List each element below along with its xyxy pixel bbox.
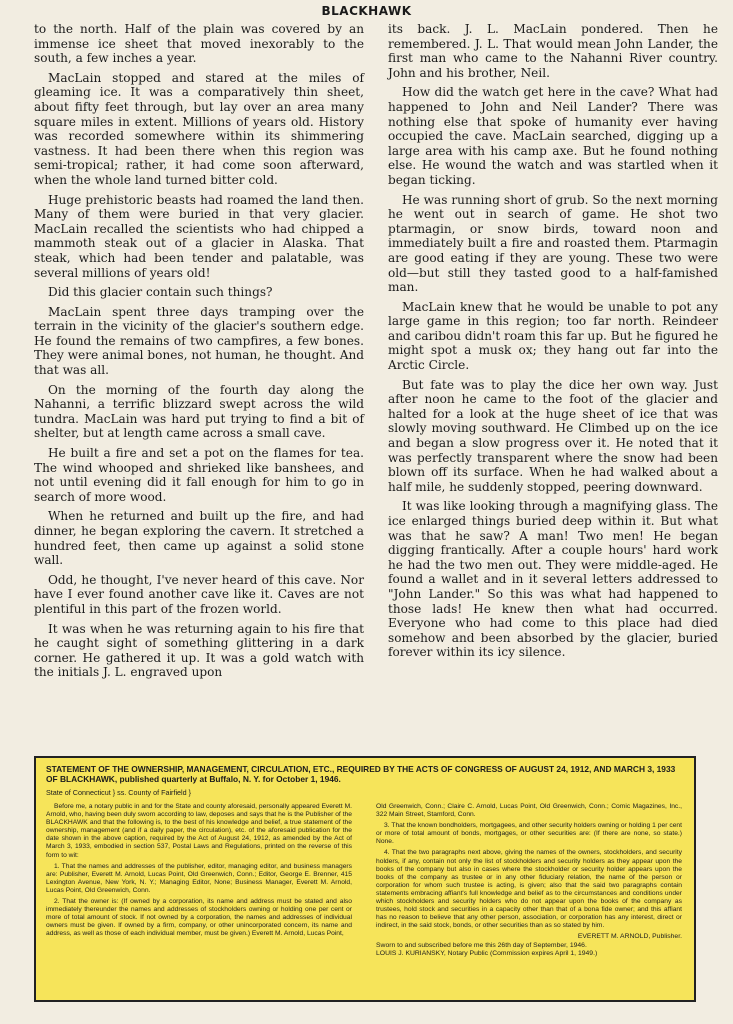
story-paragraph: MacLain knew that he would be unable to pot any large game in this region; too far north. Reindeer and caribou didn't roam this far up. But he figured he might spot a musk ox; they hang out far into the Arctic Circle. (388, 299, 718, 373)
story-left-column (34, 22, 364, 685)
story-paragraph: How did the watch get here in the cave? What had happened to John and Neil Lander? There was nothing else that spoke of humanity ever having occupied the cave. MacLain searched, digging up a large area with his camp axe. But he found nothing else. He wound the watch and was startled when it began ticking. (388, 85, 718, 187)
statement-paragraph: 1. That the names and addresses of the publisher, editor, managing editor, and business managers are: Publisher, Everett M. Arnold, Lucas Point, Old Greenwich, Conn.; Editor, George E. Brenner, 415 Lexington Avenue, New York, N. Y.; Managing Editor, None; Business Manager, Everett M. Arnold, Lucas Point, Old Greenwich, Conn. (46, 862, 352, 894)
story-paragraph: Huge prehistoric beasts had roamed the land then. Many of them were buried in that very glacier. MacLain recalled the scientists who had chipped a mammoth steak out of a glacier in Alaska. That steak, which had been tender and palatable, was several millions of years old! (34, 192, 364, 280)
story-paragraph: Did this glacier contain such things? (48, 285, 273, 300)
story-paragraph: MacLain stopped and stared at the miles of gleaming ice. It was a comparatively thin sheet, about fifty feet through, but lay over an area many square miles in extent. Millions of years old. History was recorded somewhere within its shimmering vastness. It had been there when this region was semi-tropical; rather, it had come soon afterward, when the whole land turned bitter cold. (34, 70, 364, 187)
statement-paragraph: 3. That the known bondholders, mortgagees, and other security holders owning or holding 1 per cent or more of total amount of bonds, mortgages, or other securities are: (If there are none, so state.) None. (376, 822, 682, 846)
statement-paragraph: Old Greenwich, Conn.; Claire C. Arnold, Lucas Point, Old Greenwich, Conn.; Comic Magazines, Inc., 322 Main Street, Stamford, Conn. (376, 803, 682, 819)
ownership-statement-box (34, 756, 696, 1002)
page-header: BLACKHAWK (321, 4, 412, 18)
story-paragraph: But fate was to play the dice her own way. Just after noon he came to the foot of the glacier and halted for a look at the huge sheet of ice that was slowly moving southward. He Climbed up on the ice and began a slow progress over it. He noted that it was perfectly transparent where the snow had been blown off its surface. When he had walked about a half mile, he suddenly stopped, peering downward. (388, 377, 718, 494)
story-paragraph: It was when he was returning again to his fire that he caught sight of something glittering in a dark corner. He gathered it up. It was a gold watch with the initials J. L. engraved upon (34, 621, 364, 680)
sworn-line: Sworn to and subscribed before me this 26th day of September, 1946. (376, 941, 587, 949)
statement-body (46, 803, 684, 993)
statement-paragraph: Before me, a notary public in and for the State and county aforesaid, personally appeared Everett M. Arnold, who, having been duly sworn according to law, deposes and says that he is the Publisher of the BLACKHAWK and that the following is, to the best of his knowledge and belief, a true statement of the ownership, management (and if a daily paper, the circulation), etc. of the aforesaid publication for the date shown in the above caption, required by the Act of August 24, 1912, as amended by the Act of March 3, 1933, embodied in section 537, Postal Laws and Regulations, printed on the reverse of this form to wit: (46, 803, 352, 859)
story-paragraph: It was like looking through a magnifying glass. The ice enlarged things buried deep within it. But what was that he saw? A man! Two men! He began digging frantically. After a couple hours' hard work he had the two men out. They were middle-aged. He found a wallet and in it several letters addressed to "John Lander." So this was what had happened to those lads! He knew then what had occurred. Everyone who had come to this place had died somehow and been absorbed by the glacier, buried forever within its icy silence. (388, 499, 718, 660)
story-paragraph: its back. J. L. MacLain pondered. Then he remembered. J. L. That would mean John Lander, the first man who came to the Nahanni River country. John and his brother, Neil. (388, 22, 718, 80)
story-paragraph: He was running short of grub. So the next morning he went out in search of game. He shot two ptarmagin, or snow birds, toward noon and immediately built a fire and roasted them. Ptarmagin are good eating if they are young. These two were old—but still they tasted good to a half-famished man. (388, 192, 718, 295)
notary-line: LOUIS J. KURIANSKY, Notary Public (Commission expires April 1, 1949.) (376, 950, 598, 958)
statement-right-column (376, 803, 682, 959)
statement-venue: State of Connecticut } ss. County of Fairfield } (46, 788, 192, 797)
story-right-column (388, 22, 718, 665)
statement-left-column (46, 803, 352, 942)
story-paragraph: Odd, he thought, I've never heard of this cave. Nor have I ever found another cave like it. Caves are not plentiful in this part of the frozen world. (34, 572, 364, 616)
statement-paragraph: 4. That the two paragraphs next above, giving the names of the owners, stockholders, and security holders, if any, contain not only the list of stockholders and security holders as they appear upon the books of the company but also in cases where the stockholder or security holder appears upon the books of the company as trustee or in any other fiduciary relation, the name of the person or corporation for whom such trustee is acting, is given; also that the said two paragraphs contain statements embracing affiant's full knowledge and belief as to the circumstances and conditions under which stockholders and security holders who do not appear upon the books of the company as trustees, hold stock and securities in a capacity other than that of a bona fide owner; and this affiant has no reason to believe that any other person, association, or corporation has any interest, direct or indirect, in the said stock, bonds, or other securities than as so stated by him. (376, 849, 682, 930)
publisher-signature: EVERETT M. ARNOLD, Publisher. (577, 933, 682, 941)
story-paragraph: When he returned and built up the fire, and had dinner, he began exploring the cavern. It stretched a hundred feet, then came up against a solid stone wall. (34, 509, 364, 568)
statement-paragraph: 2. That the owner is: (If owned by a corporation, its name and address must be stated and also immediately thereunder the names and addresses of stockholders owning or holding one per cent or more of total amount of stock. If not owned by a corporation, the names and addresses of individual owners must be given. If owned by a firm, company, or other unincorporated concern, its name and address, as well as those of each individual member, must be given.) Everett M. Arnold, Lucas Point, (46, 898, 352, 938)
story-paragraph: to the north. Half of the plain was covered by an immense ice sheet that moved inexorably to the south, a few inches a year. (34, 22, 364, 66)
story-paragraph: He built a fire and set a pot on the flames for tea. The wind whooped and shrieked like banshees, and not until evening did it fall enough for him to go in search of more wood. (34, 446, 364, 504)
statement-heading: STATEMENT OF THE OWNERSHIP, MANAGEMENT, CIRCULATION, ETC., REQUIRED BY THE ACTS OF CONGRESS OF AUGUST 24, 1912, AND MARCH 3, 1933 OF BLACKHAWK, published quarterly at Buffalo, N. Y. for October 1, 1946. (46, 764, 676, 784)
story-paragraph: MacLain spent three days tramping over the terrain in the vicinity of the glacier's southern edge. He found the remains of two campfires, a few bones. They were animal bones, not human, he thought. And that was all. (34, 304, 364, 378)
story-paragraph: On the morning of the fourth day along the Nahanni, a terrific blizzard swept across the wild tundra. MacLain was hard put trying to find a bit of shelter, but at length came across a small cave. (34, 382, 364, 441)
